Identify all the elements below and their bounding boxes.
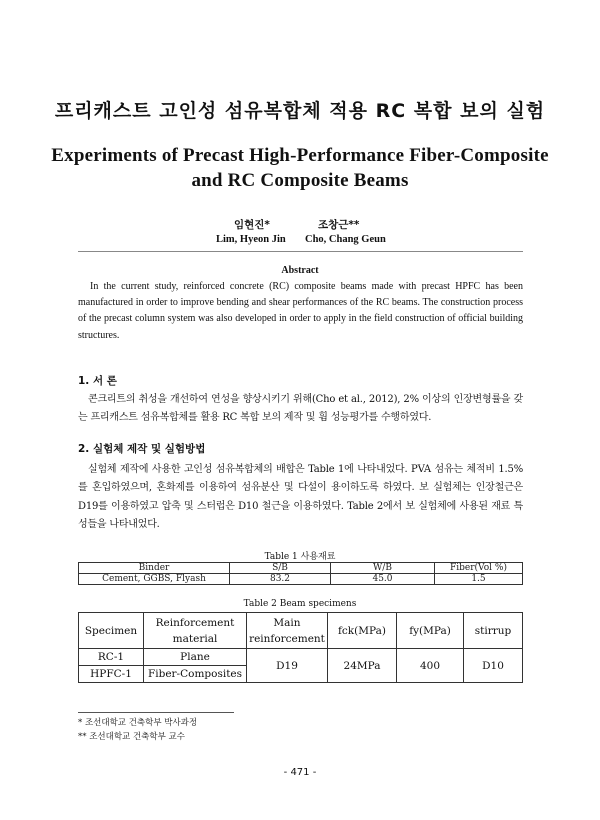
table-2-header-cell: stirrup bbox=[464, 613, 523, 649]
table-2-header-cell: fck(MPa) bbox=[328, 613, 397, 649]
table-2-row bbox=[79, 649, 523, 666]
table-2-specimen-cell: HPFC-1 bbox=[79, 666, 144, 683]
table-2-header-cell: fy(MPa) bbox=[397, 613, 464, 649]
header-rule bbox=[78, 251, 523, 252]
table-1-caption: Table 1 사용재료 bbox=[264, 552, 336, 562]
table-1-header-cell: S/B bbox=[230, 563, 331, 574]
section-2-text: 실험체 제작에 사용한 고인성 섬유복합체의 배합은 Table 1에 나타내었다. PVA 섬유는 체적비 1.5%를 혼입하였으며, 혼화제를 이용하여 섬유분산 및 다설이 용이하도록 하였다. 보 실험체는 인장철근은 D19를 이용하였고 압축 및 스터럽은 D10 철근을 이용하였다. Table 2에서 보 실험체에 사용된 재료 특성들을 나타내었다. bbox=[78, 464, 523, 531]
table-1-header-row bbox=[79, 563, 523, 574]
title-english-line-1: Experiments of Precast High-Performance Fiber-Composite bbox=[51, 145, 549, 166]
abstract-text: In the current study, reinforced concrete (RC) composite beams made with precast HPFC has been manufactured in order to improve bending and shear performances of the RC beams. The construction process of the precast column system was also developed in order to apply in the field construction of official building structures. bbox=[78, 281, 523, 341]
table-1-header-cell: Binder bbox=[79, 563, 230, 574]
table-2-header-cell: Reinforcement material bbox=[144, 613, 247, 649]
section-2-heading: 2. 실험체 제작 및 실험방법 bbox=[78, 443, 206, 455]
table-2-header-cell: Main reinforcement bbox=[247, 613, 328, 649]
table-1-row bbox=[79, 574, 523, 585]
table-2 bbox=[78, 612, 523, 683]
author-2-english: Cho, Chang Geun bbox=[305, 234, 386, 245]
abstract-heading: Abstract bbox=[281, 265, 319, 276]
author-1-english: Lim, Hyeon Jin bbox=[216, 234, 286, 245]
footnote-2: ** 조선대학교 건축학부 교수 bbox=[78, 732, 185, 742]
table-2-fy-cell: 400 bbox=[397, 649, 464, 683]
footnote-rule bbox=[78, 712, 234, 713]
table-2-specimen-cell: RC-1 bbox=[79, 649, 144, 666]
table-2-header-row bbox=[79, 613, 523, 649]
table-1-header-cell: Fiber(Vol %) bbox=[435, 563, 523, 574]
table-2-main-reinforcement-cell: D19 bbox=[247, 649, 328, 683]
table-2-material-cell: Plane bbox=[144, 649, 247, 666]
section-1-text: 콘크리트의 취성을 개선하여 연성을 향상시키기 위해(Cho et al., 2012), 2% 이상의 인장변형률을 갖는 프리캐스트 섬유복합체를 활용 RC 복합 보의 제작 및 휨 성능평가를 수행하였다. bbox=[78, 394, 523, 424]
table-2-header-cell: Specimen bbox=[79, 613, 144, 649]
table-1-header-cell: W/B bbox=[331, 563, 435, 574]
table-2-fck-cell: 24MPa bbox=[328, 649, 397, 683]
table-1-cell: 83.2 bbox=[230, 574, 331, 585]
table-1-cell: Cement, GGBS, Flyash bbox=[79, 574, 230, 585]
table-1-cell: 1.5 bbox=[435, 574, 523, 585]
title-english-line-2: and RC Composite Beams bbox=[191, 170, 409, 191]
footnote-1: * 조선대학교 건축학부 박사과정 bbox=[78, 718, 198, 728]
page-number: - 471 - bbox=[283, 767, 317, 778]
table-2-material-cell: Fiber-Composites bbox=[144, 666, 247, 683]
table-2-stirrup-cell: D10 bbox=[464, 649, 523, 683]
table-1 bbox=[78, 562, 523, 585]
table-1-cell: 45.0 bbox=[331, 574, 435, 585]
table-2-caption: Table 2 Beam specimens bbox=[243, 599, 357, 609]
author-1-korean: 임현진* bbox=[234, 219, 270, 231]
title-korean: 프리캐스트 고인성 섬유복합체 적용 RC 복합 보의 실험 bbox=[54, 100, 546, 122]
author-2-korean: 조창근** bbox=[318, 219, 360, 231]
section-1-heading: 1. 서 론 bbox=[78, 375, 117, 387]
